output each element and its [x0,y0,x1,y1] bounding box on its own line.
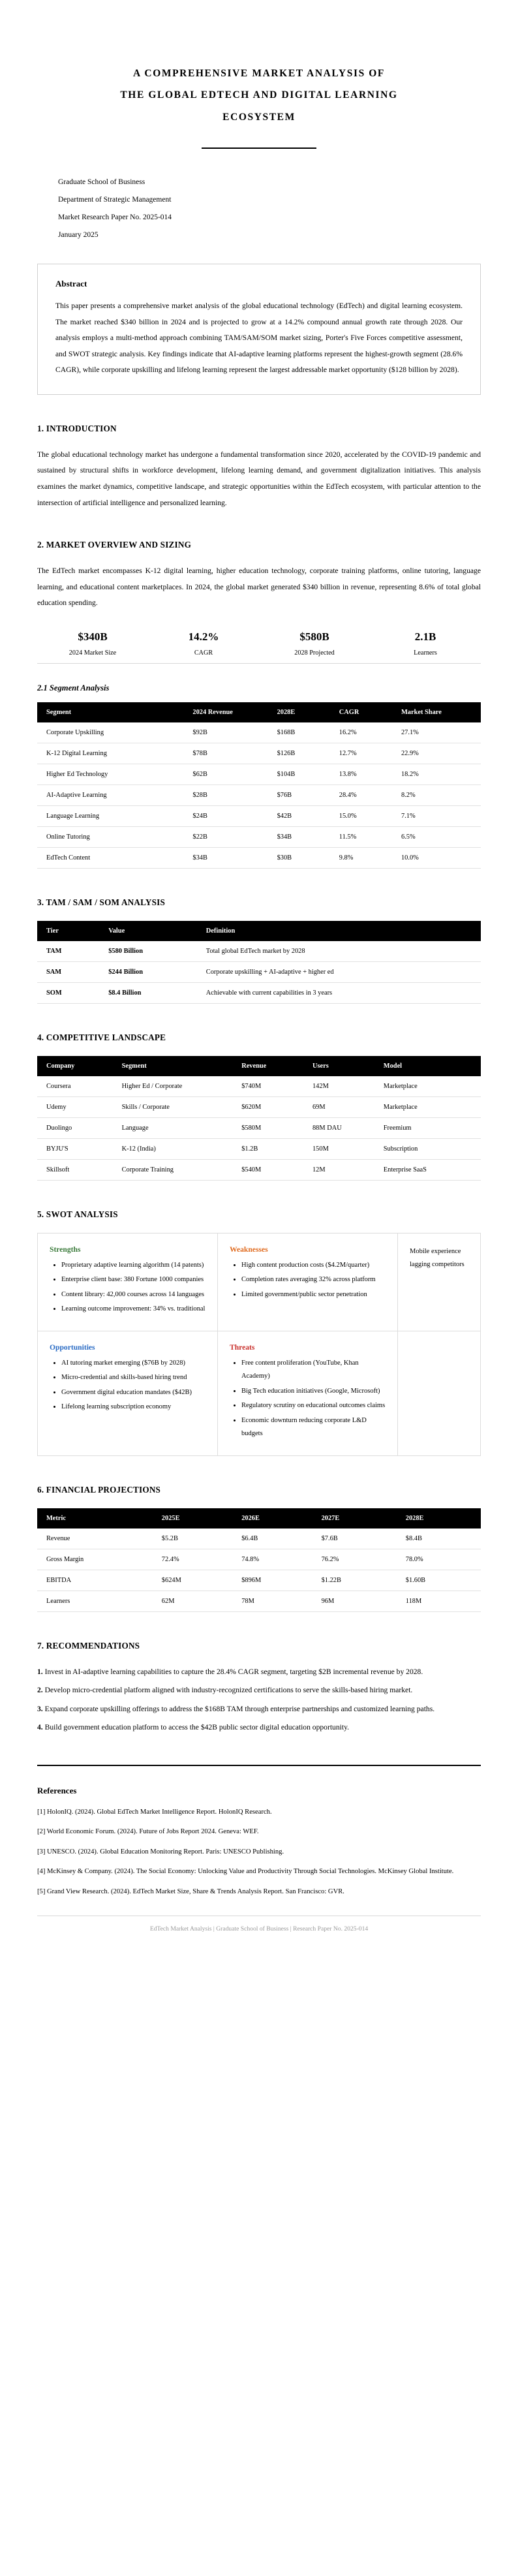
table-row [37,743,481,764]
page-title [62,63,456,128]
cell: Coursera [37,1076,113,1097]
section-heading-financial-projections: 6. FINANCIAL PROJECTIONS [37,1484,161,1495]
financial-projections-table [37,1508,481,1612]
cell: $896M [232,1570,312,1591]
swot-quadrant-weaknesses [218,1233,398,1331]
title-block [37,0,481,149]
column-header: Tier [37,921,99,941]
cell: 69M [303,1096,374,1117]
cell: Revenue [37,1529,153,1549]
table-row [37,1591,481,1611]
kpi-value: 14.2% [188,630,219,643]
swot-overflow-cell [398,1233,481,1331]
cell: TAM [37,941,99,962]
kpi-value: $580B [299,630,329,643]
cell: SOM [37,982,99,1003]
swot-heading-threats: Threats [230,1342,255,1352]
meta-department: Department of Strategic Management [58,195,172,204]
cell: $580M [232,1117,303,1138]
list-item: • Limited government/public sector penetration [241,1288,386,1301]
table-row [37,1159,481,1180]
kpi-projected [259,628,370,660]
swot-list-strengths [50,1259,206,1316]
cell: Language Learning [37,805,183,826]
cell: $24B [183,805,267,826]
column-header: Definition [197,921,481,941]
cell: $1.60B [397,1570,481,1591]
cell: $78B [183,743,267,764]
table-header-row [37,921,481,941]
cell: Freemium [374,1117,481,1138]
recommendation-number: 3. [37,1704,43,1713]
cell: 118M [397,1591,481,1611]
cell: Enterprise SaaS [374,1159,481,1180]
table-row [37,805,481,826]
cell: 8.2% [392,784,481,805]
cell: Online Tutoring [37,826,183,847]
segment-analysis-table [37,702,481,869]
cell: 9.8% [330,847,392,868]
list-item: • Enterprise client base: 380 Fortune 1000 companies [61,1273,206,1286]
list-item: • Completion rates averaging 32% across platform [241,1273,386,1286]
cell: Corporate Upskilling [37,722,183,743]
swot-list-opportunities [50,1357,206,1414]
cell: $76B [268,784,330,805]
cell: $244 Billion [99,961,197,982]
cell: K-12 Digital Learning [37,743,183,764]
cell: $580 Billion [99,941,197,962]
cell: $8.4 Billion [99,982,197,1003]
table-row [37,1117,481,1138]
cell: $30B [268,847,330,868]
page-footer: EdTech Market Analysis | Graduate School of Business | Research Paper No. 2025-014 [149,1925,369,1932]
meta-institution: Graduate School of Business [58,178,145,186]
cell: 76.2% [312,1549,397,1570]
column-header: Segment [37,702,183,722]
column-header: CAGR [330,702,392,722]
recommendation-item [37,1720,481,1736]
swot-heading-opportunities: Opportunities [50,1342,95,1352]
list-item: • Content library: 42,000 courses across 14 languages [61,1288,206,1301]
cell: Udemy [37,1096,113,1117]
cell: 7.1% [392,805,481,826]
section-heading-tam-sam-som: 3. TAM / SAM / SOM ANALYSIS [37,897,166,907]
table-row [37,784,481,805]
cell: BYJU'S [37,1138,113,1159]
cell: 11.5% [330,826,392,847]
cell: Duolingo [37,1117,113,1138]
cell: Corporate upskilling + AI-adaptive + higher ed [197,961,481,982]
swot-row-top [38,1233,481,1331]
kpi-strip [37,628,481,664]
swot-matrix [37,1233,481,1456]
subsection-heading-segment-analysis: 2.1 Segment Analysis [37,683,110,692]
recommendation-item [37,1701,481,1718]
cell: $62B [183,764,267,784]
cell: $34B [183,847,267,868]
swot-quadrant-strengths [38,1233,218,1331]
list-item: • AI tutoring market emerging ($76B by 2028) [61,1357,206,1370]
list-item: • Lifelong learning subscription economy [61,1401,206,1414]
cell: 10.0% [392,847,481,868]
cell: EBITDA [37,1570,153,1591]
section-heading-swot: 5. SWOT ANALYSIS [37,1209,118,1219]
cell: Language [113,1117,233,1138]
cell: $7.6B [312,1529,397,1549]
abstract-text: This paper presents a comprehensive market analysis of the global educational technology (EdTech) and digital learning ecosystem. The market reached $340 billion in 2024 and is projected to grow at a 14.2% compound annual growth rate through 2028. Our analysis employs a multi-method approach combining TAM/SAM/SOM market sizing, Porter's Five Forces competitive assessment, and SWOT strategic analysis. Key findings indicate that AI-adaptive learning platforms represent the highest-growth segment (28.6% CAGR), while corporate upskilling and lifelong learning represent the largest addressable market opportunity ($128 billion by 2028). [55,302,463,375]
swot-heading-strengths: Strengths [50,1245,81,1254]
cell: 62M [153,1591,232,1611]
cell: $34B [268,826,330,847]
table-header-row [37,1056,481,1076]
list-item: • Micro-credential and skills-based hiring trend [61,1371,206,1384]
cell: $620M [232,1096,303,1117]
table-header-row [37,1508,481,1529]
cell: 12.7% [330,743,392,764]
table-row [37,847,481,868]
list-item: • Learning outcome improvement: 34% vs. traditional [61,1303,206,1316]
kpi-learners [370,628,481,660]
reference-entry: [5] Grand View Research. (2024). EdTech Market Size, Share & Trends Analysis Report. San Francisco: GVR. [37,1887,344,1895]
cell: Learners [37,1591,153,1611]
cell: Corporate Training [113,1159,233,1180]
swot-list-threats [230,1357,386,1441]
recommendation-text: Invest in AI-adaptive learning capabilities to capture the 28.4% CAGR segment, targeting $2B incremental revenue by 2028. [44,1667,423,1676]
section-heading-introduction: 1. INTRODUCTION [37,423,117,433]
column-header: 2026E [232,1508,312,1529]
cell: 72.4% [153,1549,232,1570]
cell: 6.5% [392,826,481,847]
cell: 78M [232,1591,312,1611]
cell: $28B [183,784,267,805]
swot-overflow-text: Mobile experience lagging competitors [410,1247,465,1269]
cell: K-12 (India) [113,1138,233,1159]
list-item: • Regulatory scrutiny on educational outcomes claims [241,1399,386,1412]
cell: $1.2B [232,1138,303,1159]
cell: $8.4B [397,1529,481,1549]
kpi-label: 2028 Projected [294,649,335,657]
swot-heading-weaknesses: Weaknesses [230,1245,268,1254]
meta-date: January 2025 [58,230,99,239]
table-row [37,826,481,847]
section-heading-market-overview: 2. MARKET OVERVIEW AND SIZING [37,540,192,550]
cell: 15.0% [330,805,392,826]
abstract-box [37,264,481,395]
cell: Subscription [374,1138,481,1159]
reference-entry: [2] World Economic Forum. (2024). Future of Jobs Report 2024. Geneva: WEF. [37,1828,259,1836]
references-heading: References [37,1785,77,1795]
title-line-2: THE GLOBAL EDTECH AND DIGITAL LEARNING [120,89,398,101]
kpi-value: $340B [78,630,108,643]
recommendation-number: 4. [37,1723,43,1732]
recommendation-number: 1. [37,1667,43,1676]
cell: 74.8% [232,1549,312,1570]
title-line-3: ECOSYSTEM [222,111,296,123]
column-header: Value [99,921,197,941]
meta-paper-number: Market Research Paper No. 2025-014 [58,213,172,221]
section-heading-competitive-landscape: 4. COMPETITIVE LANDSCAPE [37,1032,166,1042]
introduction-text: The global educational technology market has undergone a fundamental transformation since 2020, accelerated by the COVID-19 pandemic and sustained by structural shifts in workforce development, lifelong learning demand, and government digitalization initiatives. This analysis examines the market dynamics, competitive landscape, and strategic opportunities within the EdTech ecosystem, with particular attention to the intersection of artificial intelligence and personalized learning. [37,450,481,507]
cell: $42B [268,805,330,826]
list-item: • Big Tech education initiatives (Google, Microsoft) [241,1385,386,1398]
table-row [37,1529,481,1549]
competitive-landscape-table [37,1056,481,1181]
table-row [37,941,481,962]
column-header: Metric [37,1508,153,1529]
swot-list-weaknesses [230,1259,386,1301]
cell: Total global EdTech market by 2028 [197,941,481,962]
table-row [37,1570,481,1591]
market-overview-text: The EdTech market encompasses K-12 digital learning, higher education technology, corporate training platforms, online tutoring, language learning, and educational content marketplaces. In 2024, the global market generated $340 billion in revenue, representing 8.6% of total global education spending. [37,566,481,608]
cell: $540M [232,1159,303,1180]
recommendation-text: Develop micro-credential platform aligned with industry-recognized certifications to serve the skills-based hiring market. [44,1686,413,1695]
table-row [37,982,481,1003]
column-header: 2024 Revenue [183,702,267,722]
cell: Achievable with current capabilities in 3 years [197,982,481,1003]
cell: 78.0% [397,1549,481,1570]
swot-overflow-cell-empty [398,1331,481,1455]
column-header: 2028E [268,702,330,722]
recommendation-item [37,1664,481,1681]
column-header: Users [303,1056,374,1076]
cell: Skillsoft [37,1159,113,1180]
reference-entry: [3] UNESCO. (2024). Global Education Monitoring Report. Paris: UNESCO Publishing. [37,1848,284,1855]
cell: 22.9% [392,743,481,764]
title-line-1: A COMPREHENSIVE MARKET ANALYSIS OF [133,68,385,79]
cell: $5.2B [153,1529,232,1549]
recommendation-item [37,1683,481,1699]
table-row [37,764,481,784]
cell: Skills / Corporate [113,1096,233,1117]
cell: 28.4% [330,784,392,805]
table-row [37,1096,481,1117]
column-header: Market Share [392,702,481,722]
cell: $6.4B [232,1529,312,1549]
cell: $22B [183,826,267,847]
cell: AI-Adaptive Learning [37,784,183,805]
reference-entry: [1] HolonIQ. (2024). Global EdTech Market Intelligence Report. HolonIQ Research. [37,1808,272,1816]
column-header: Company [37,1056,113,1076]
cell: $126B [268,743,330,764]
cell: 27.1% [392,722,481,743]
list-item: • Proprietary adaptive learning algorithm (14 patents) [61,1259,206,1272]
cell: 142M [303,1076,374,1097]
title-divider [202,147,316,149]
list-item: • Government digital education mandates ($42B) [61,1386,206,1399]
column-header: 2027E [312,1508,397,1529]
recommendation-text: Build government education platform to access the $42B public sector digital education opportunity. [44,1723,350,1732]
cell: 88M DAU [303,1117,374,1138]
list-item: • Economic downturn reducing corporate L&D budgets [241,1414,386,1441]
tam-sam-som-table [37,921,481,1004]
cell: Marketplace [374,1096,481,1117]
swot-quadrant-threats [218,1331,398,1455]
kpi-label: CAGR [194,649,213,657]
cell: Marketplace [374,1076,481,1097]
kpi-cagr [148,628,259,660]
cell: 96M [312,1591,397,1611]
kpi-label: 2024 Market Size [69,649,117,657]
list-item: • High content production costs ($4.2M/quarter) [241,1259,386,1272]
cell: 18.2% [392,764,481,784]
table-row [37,1076,481,1097]
table-row [37,1549,481,1570]
document-meta [37,174,481,244]
table-row [37,1138,481,1159]
cell: EdTech Content [37,847,183,868]
list-item: • Free content proliferation (YouTube, Khan Academy) [241,1357,386,1384]
cell: $740M [232,1076,303,1097]
column-header: Revenue [232,1056,303,1076]
abstract-heading: Abstract [55,279,87,288]
swot-row-bottom [38,1331,481,1455]
recommendation-text: Expand corporate upskilling offerings to address the $168B TAM through enterprise partnerships and customized learning paths. [44,1704,435,1713]
cell: Higher Ed / Corporate [113,1076,233,1097]
cell: Gross Margin [37,1549,153,1570]
cell: 16.2% [330,722,392,743]
cell: 12M [303,1159,374,1180]
cell: $104B [268,764,330,784]
table-row [37,961,481,982]
cell: SAM [37,961,99,982]
column-header: 2028E [397,1508,481,1529]
cell: 150M [303,1138,374,1159]
cell: 13.8% [330,764,392,784]
reference-entry: [4] McKinsey & Company. (2024). The Social Economy: Unlocking Value and Productivity Through Social Technologies. McKinsey Global Institute. [37,1868,454,1876]
column-header: Model [374,1056,481,1076]
kpi-label: Learners [414,649,437,657]
cell: $1.22B [312,1570,397,1591]
cell: Higher Ed Technology [37,764,183,784]
cell: $92B [183,722,267,743]
kpi-market-size [37,628,148,660]
column-header: 2025E [153,1508,232,1529]
cell: $168B [268,722,330,743]
section-heading-recommendations: 7. RECOMMENDATIONS [37,1640,140,1651]
table-header-row [37,702,481,722]
kpi-value: 2.1B [414,630,436,643]
table-row [37,722,481,743]
references-divider [37,1765,481,1766]
column-header: Segment [113,1056,233,1076]
cell: $624M [153,1570,232,1591]
swot-quadrant-opportunities [38,1331,218,1455]
recommendation-number: 2. [37,1686,43,1695]
